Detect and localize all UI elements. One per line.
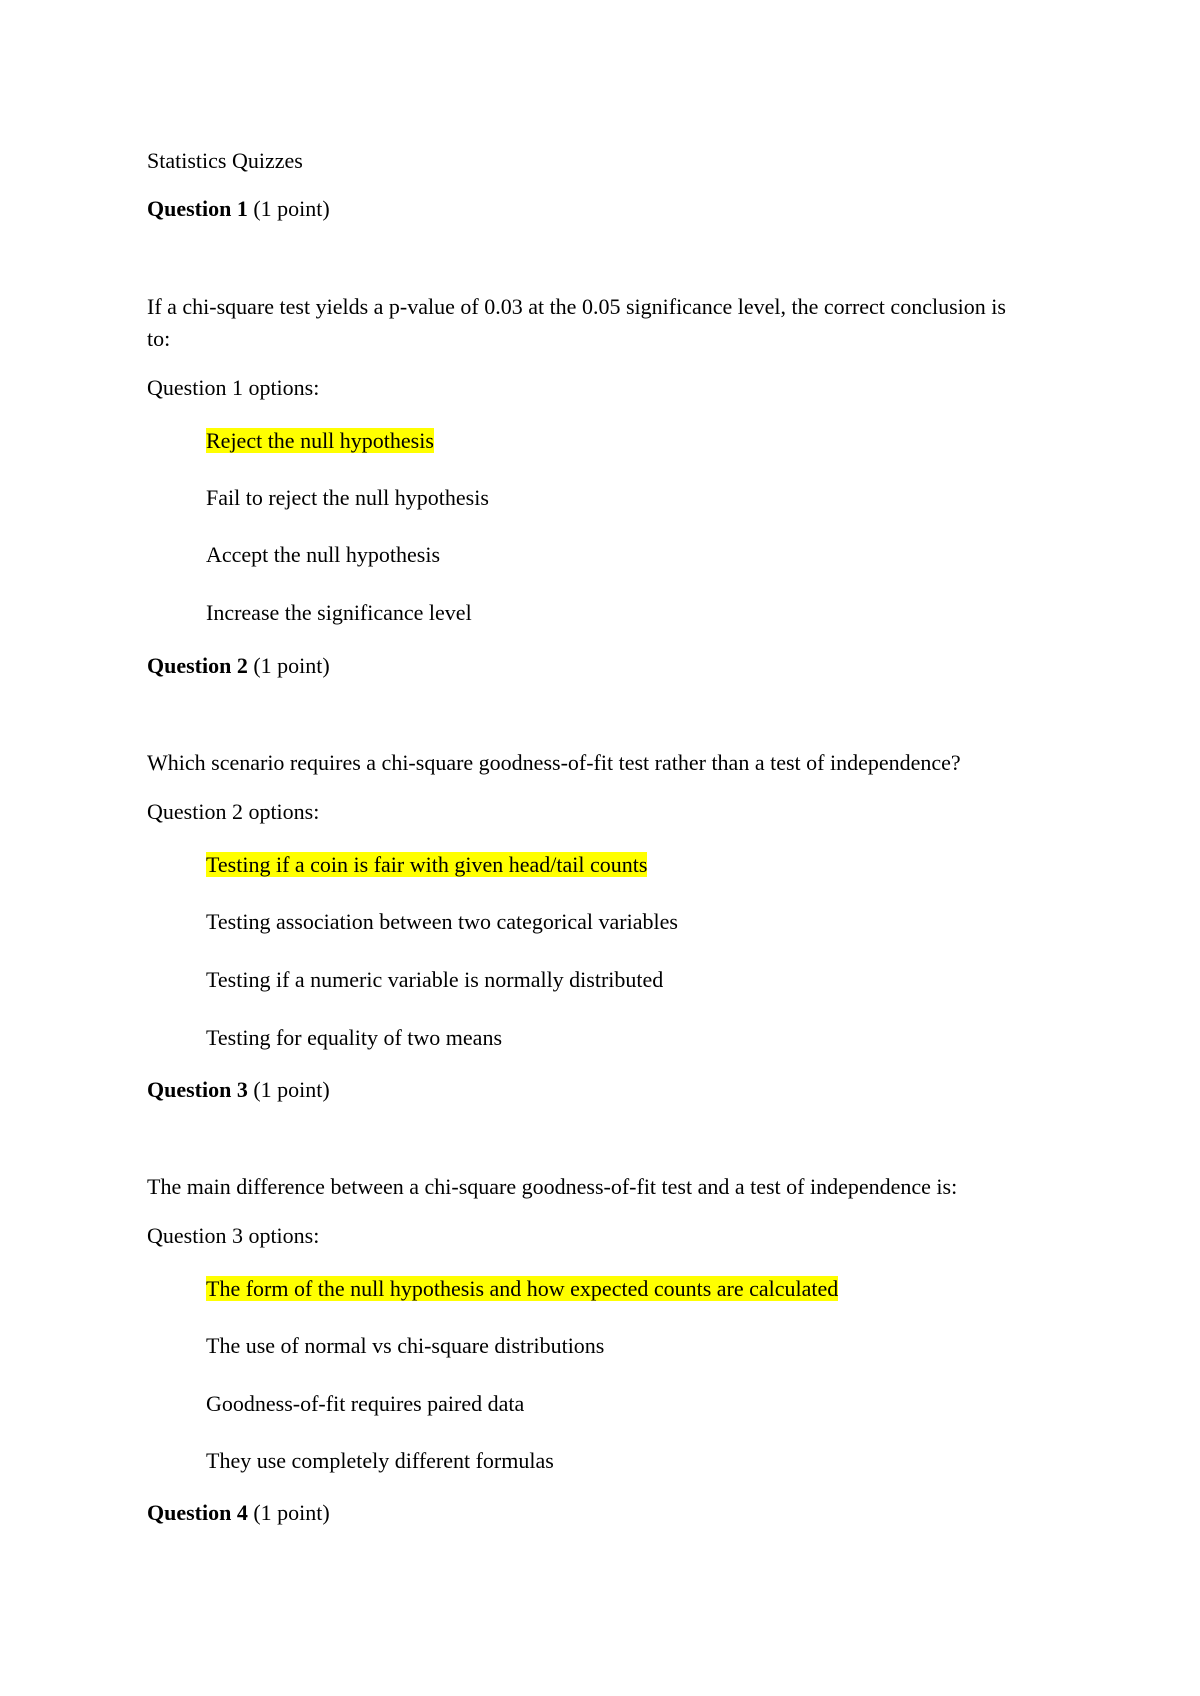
question-3-options-label: Question 3 options: bbox=[147, 1223, 320, 1248]
question-2-text: Which scenario requires a chi-square goodness-of-fit test rather than a test of independence? bbox=[147, 750, 961, 775]
question-2-option-2: Testing association between two categorical variables bbox=[206, 909, 678, 934]
question-1-text: If a chi-square test yields a p-value of 0.03 at the 0.05 significance level, the correct conclusion is to: bbox=[147, 294, 1006, 351]
question-2-option-3: Testing if a numeric variable is normally distributed bbox=[206, 967, 664, 992]
highlighted-answer: The form of the null hypothesis and how expected counts are calculated bbox=[206, 1276, 839, 1301]
question-1-option-3: Accept the null hypothesis bbox=[206, 542, 441, 567]
document-title: Statistics Quizzes bbox=[147, 148, 303, 173]
question-3-option-4: They use completely different formulas bbox=[206, 1448, 554, 1473]
highlighted-answer: Testing if a coin is fair with given head/tail counts bbox=[206, 852, 648, 877]
question-1-heading bbox=[147, 193, 330, 225]
question-4-label: Question 4 bbox=[147, 1500, 248, 1525]
question-2-option-4: Testing for equality of two means bbox=[206, 1025, 503, 1050]
question-3-points: (1 point) bbox=[253, 1077, 330, 1102]
highlighted-answer: Reject the null hypothesis bbox=[206, 428, 434, 453]
question-3-label: Question 3 bbox=[147, 1077, 248, 1102]
question-3-option-3: Goodness-of-fit requires paired data bbox=[206, 1391, 525, 1416]
question-1-option-1 bbox=[206, 425, 434, 457]
question-2-points: (1 point) bbox=[253, 653, 330, 678]
question-1-option-2: Fail to reject the null hypothesis bbox=[206, 485, 489, 510]
question-3-heading bbox=[147, 1074, 330, 1106]
question-3-option-1 bbox=[206, 1273, 838, 1305]
question-4-heading bbox=[147, 1497, 330, 1529]
question-1-points: (1 point) bbox=[253, 196, 330, 221]
question-1-options-label: Question 1 options: bbox=[147, 375, 320, 400]
question-2-heading bbox=[147, 650, 330, 682]
question-2-label: Question 2 bbox=[147, 653, 248, 678]
question-4-points: (1 point) bbox=[253, 1500, 330, 1525]
question-2-options-label: Question 2 options: bbox=[147, 799, 320, 824]
question-1-option-4: Increase the significance level bbox=[206, 600, 472, 625]
question-3-text: The main difference between a chi-square goodness-of-fit test and a test of independence is: bbox=[147, 1174, 958, 1199]
question-1-label: Question 1 bbox=[147, 196, 248, 221]
question-2-option-1 bbox=[206, 849, 647, 881]
question-3-option-2: The use of normal vs chi-square distributions bbox=[206, 1333, 605, 1358]
